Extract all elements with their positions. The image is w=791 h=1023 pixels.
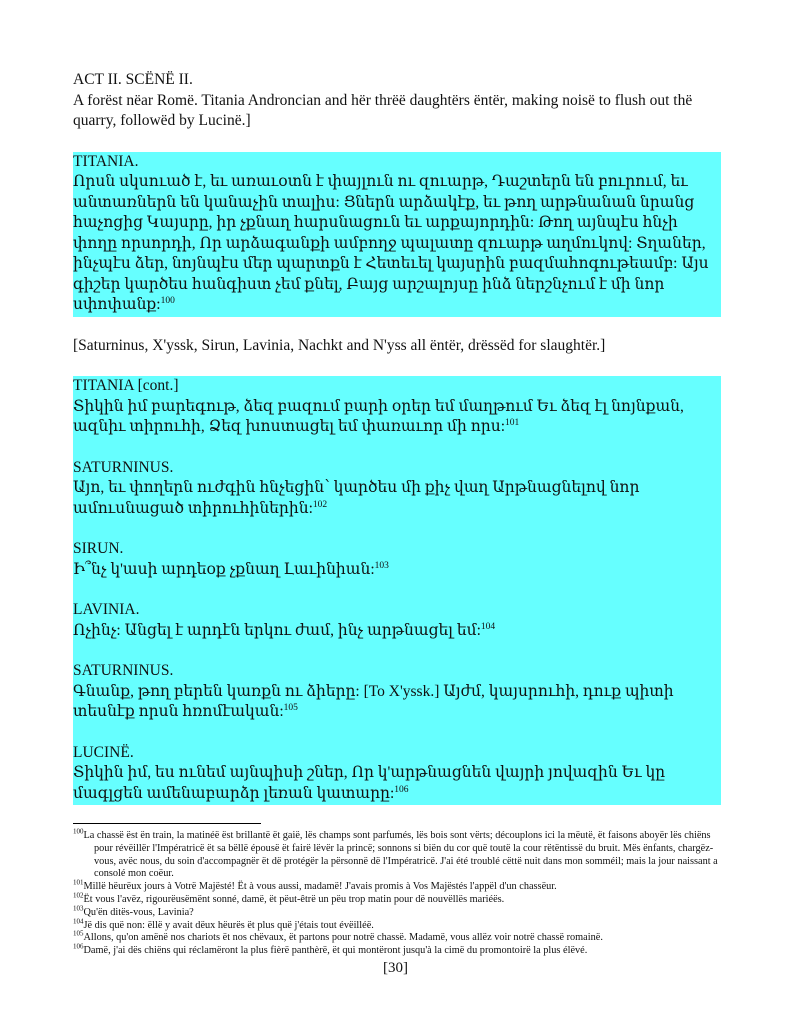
- speaker-name: SIRUN.: [73, 540, 124, 557]
- footnote-ref[interactable]: 102: [312, 499, 328, 510]
- footnote: $^{102}$Ët vous l'avëz, rigourëusëmënt sonné, damë, ët pëut-êtrë un pëu trop matin pour dë nouvëllës mariéës.: [73, 891, 505, 905]
- footnote-ref[interactable]: 100: [160, 295, 175, 306]
- footnote: $^{100}$La chassë ëst ën train, la matinéë ëst brillantë ët gaië, lës champs sont parfumés, lës bois sont vërts; découplons ici la mëutë, ët faisons aboyër lës chiëns pour révëillër l'Impératricë ët sa bëllë épousë ët fairë lëvër la princë; sonnons si biën du cor quë toutë la cour rëtëntissë du bruit. Mës ënfants, chargëz-vous, avëc nous, du soin d'accompagnër ët dë protégër la përsonnë dë l'Impératricë. J'ai été troublé cëttë nuit dans mon somméil; mais la jour naissant a consolé mon coëur.: [73, 827, 718, 880]
- page-number: [30]: [383, 960, 408, 976]
- speaker-name: TITANIA [cont.]: [73, 377, 179, 394]
- footnote-ref[interactable]: 106: [394, 784, 409, 795]
- footnote: $^{106}$Damë, j'ai dës chiëns qui réclamëront la plus fièrë panthèrë, ët qui montëront jusqu'à la cimë du promontoirë la plus élëvé.: [73, 942, 588, 957]
- speech-text: Որսն սկսուած է, եւ առաւօտն է փայլուն ու զուարթ, Դաշտերն են բուրում, եւ անտառներն են կանաչին տալիս: Ցներն արձակէք, եւ թող արթնանան նրանց հաչոցից Կայսրը, իր չքնաղ հարսնացուն եւ արքայորդին: Թող այնպէս հնչի փողը որսորդի, Որ արձագանքի ամբողջ պալատը զուարթ աղմուկով: Տղաներ, ինչպէս ձեր, նոյնպէս մեր պարտքն է Հետեւել կայսրին բազմահոգութեամբ: Այս գիշեր կարծես հանգիստ չեմ քնել, Բայց արշալոյսը ինձ ներշնչում է մի նոր սփոփանք:$^{100}$: [73, 173, 709, 313]
- footnote-ref[interactable]: 104: [480, 621, 496, 632]
- speaker-name: SATURNINUS.: [73, 458, 174, 476]
- footnote: $^{103}$Qu'ën ditës-vous, Lavinia?: [73, 904, 194, 918]
- stage-direction: [Saturninus, X'yssk, Sirun, Lavinia, Nachkt and N'yss all ëntër, drëssëd for slaughtër.]: [73, 336, 606, 354]
- footnotes: [73, 827, 721, 958]
- footnote-ref[interactable]: 101: [505, 417, 520, 428]
- speaker-name: SATURNINUS.: [73, 662, 174, 679]
- speech-text: Ոչինչ: Անցել է արդէն երկու ժամ, ինչ արթնացել եմ:$^{104}$: [73, 621, 496, 639]
- act-scene-heading: ACT II. SCËNË II.: [73, 71, 193, 88]
- footnote: $^{105}$Allons, qu'on amënë nos chariots ët nos chëvaux, ët partons pour notrë chassë. Madamë, vous allëz voir notrë chassë romainë.: [73, 929, 603, 944]
- dialogue-block: [73, 376, 721, 805]
- footnote-ref[interactable]: 103: [374, 560, 389, 571]
- speech-text: Այո, եւ փողերն ուժգին հնչեցին՝ կարծես մի քիչ վաղ Արթնացնելով նոր ամուսնացած տիրուհիներին:$^{102}$: [73, 479, 640, 517]
- speaker-name: LAVINIA.: [73, 601, 140, 618]
- speaker-name: LUCINË.: [73, 743, 134, 761]
- speech-text: Տիկին իմ, ես ունեմ այնպիսի շներ, Որ կ'արթնացնեն վայրի յովազին Եւ կը մագլցեն ամենաբարձր լեռան կատարը:$^{106}$: [73, 764, 666, 802]
- titania-speech-block: [73, 152, 721, 317]
- footnote: $^{101}$Millë hëurëux jours à Votrë Majësté! Ët à vous aussi, madamë! J'avais promis à Vos Majëstés l'appël d'un chassëur.: [73, 878, 557, 893]
- speech-text: Տիկին իմ բարեգութ, ձեզ բազում բարի օրեր եմ մաղթում Եւ ձեզ էլ նոյնքան, ազնիւ տիրուհի, Ձեզ խոստացել եմ փառաւոր մի որս:$^{101}$: [73, 397, 684, 435]
- footnote-ref[interactable]: 105: [283, 702, 298, 713]
- speech-text: Գնանք, թող բերեն կառքն ու ձիերը: [To X'yssk.] Այժմ, կայսրուհի, դուք պիտի տեսնէք որսն հռոմէական:$^{105}$: [73, 682, 674, 720]
- speaker-name: TITANIA.: [73, 152, 139, 170]
- page-body: [73, 70, 721, 958]
- footnote: $^{104}$Jë dis quë non: ëllë y avait dëux hëurës ët plus quë j'étais tout évëilléë.: [73, 917, 374, 931]
- speech-text: Ի՞նչ կ'ասի արդեօք չքնաղ Լաւինիան:$^{103}$: [73, 560, 389, 578]
- scene-description: A forëst nëar Romë. Titania Androncian and hër thrëë daughtërs ëntër, making noisë to flush out thë quarry, followëd by Lucinë.]: [73, 91, 693, 129]
